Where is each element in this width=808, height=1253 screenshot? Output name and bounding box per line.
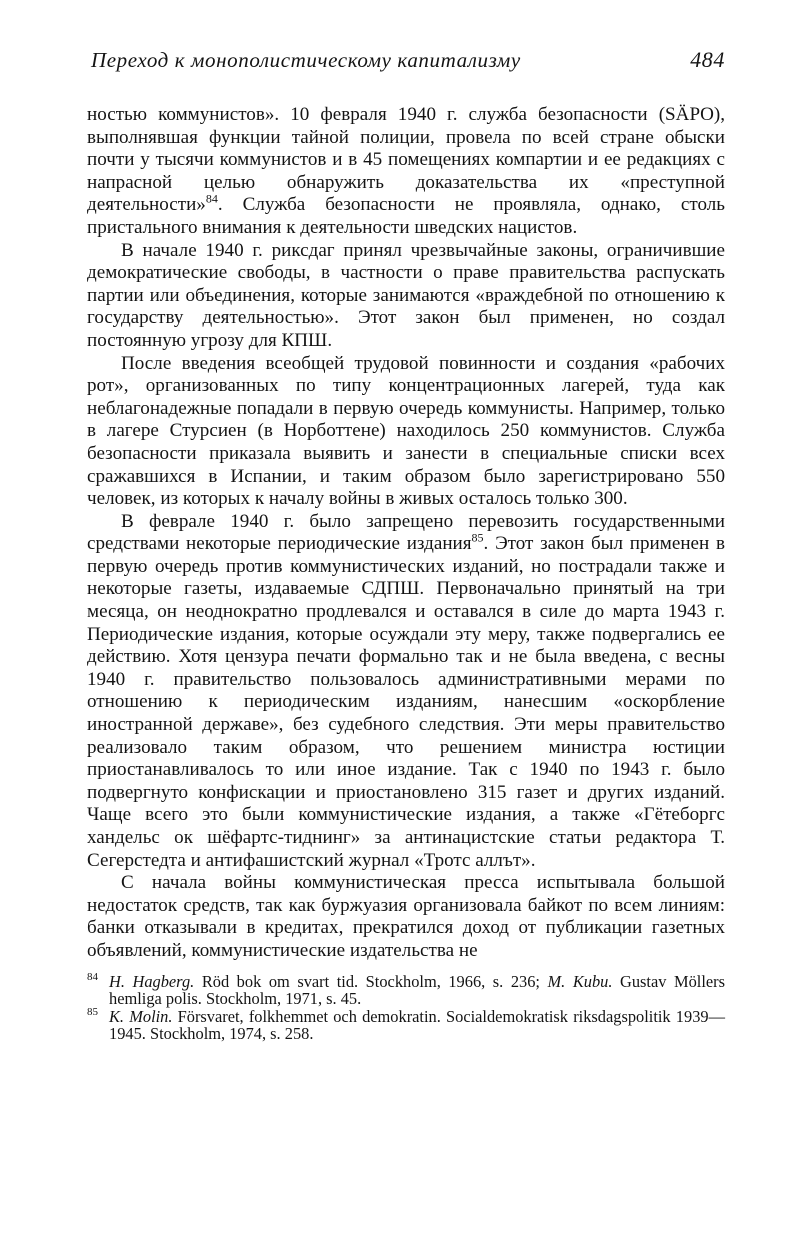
footnote-author: H. Hagberg. (109, 971, 195, 991)
footnote-84: 84 H. Hagberg. Röd bok om svart tid. Stockholm, 1966, s. 236; M. Kubu. Gustav Möllers hemliga polis. Stockholm, 1971, s. 45. (87, 971, 725, 1009)
paragraph-2: В начале 1940 г. риксдаг принял чрезвычайные законы, ограничившие демократические свободы, в частности о праве правительства распускать партии или объединения, которые занимаются «враждебной по отношению к государству деятельностью». Этот закон был применен, но создал постоянную угрозу для КПШ. (87, 239, 725, 351)
running-title: Переход к монополистическому капитализму (91, 48, 521, 72)
footnotes (87, 973, 725, 1043)
footnote-text: Försvaret, folkhemmet och demokratin. Socialdemokratisk riksdagspolitik 1939—1945. Stockholm, 1974, s. 258. (109, 1006, 725, 1044)
footnote-text: Röd bok om svart tid. Stockholm, 1966, s. 236; (201, 971, 540, 991)
running-header (87, 40, 725, 80)
paragraph-1-text: ностью коммунистов». 10 февраля 1940 г. служба безопасности (SÄPO), выполнявшая функции тайной полиции, провела по всей стране обыски почти у тысячи коммунистов и в 45 помещениях компартии и ее редакциях с напрасной целью обнаружить доказательства их «преступной деятельности» (87, 104, 725, 216)
paragraph-4-text: В феврале 1940 г. было запрещено перевозить государственными средствами некоторые периодические издания (87, 510, 725, 555)
book-page (87, 40, 725, 1043)
footnote-author: K. Molin. (109, 1006, 173, 1026)
page-number: 484 (690, 47, 725, 72)
footnote-85: 85 K. Molin. Försvaret, folkhemmet och demokratin. Socialdemokratisk riksdagspolitik 1939—1945. Stockholm, 1974, s. 258. (87, 1006, 725, 1044)
footnote-ref-84: 84 (205, 192, 218, 207)
footnote-ref-85: 85 (471, 530, 484, 545)
paragraph-5: С начала войны коммунистическая пресса испытывала большой недостаток средств, так как буржуазия организовала байкот по всем линиям: банки отказывали в кредитах, прекратился доход от публикации газетных объявлений, коммунистические издательства не (87, 872, 725, 961)
paragraph-4-text-end: . Этот закон был применен в первую очередь против коммунистических изданий, но пострадали также и некоторые газеты, издаваемые СДПШ. Первоначально принятый на три месяца, он неоднократно продлевался и оставался в силе до марта 1943 г. Периодические издания, которые осуждали эту меру, также подвергались ее действию. Хотя цензура печати формально так и не была введена, с весны 1940 г. правительство пользовалось административными мерами по отношению к периодическим изданиям, нанесшим «оскорбление иностранной державе», без судебного следствия. Эти меры правительство реализовало таким образом, что решением министра юстиции приостанавливалось то или иное издание. Так с 1940 по 1943 г. было подвергнуто конфискации и приостановлено 315 газет и других изданий. Чаще всего это были коммунистические издания, а также «Гётеборгс хандельс ок шёфартс-тиднинг» за антинацистские статьи редактора Т. Сегерстедта и антифашистский журнал «Тротс аллът». (87, 533, 725, 871)
paragraph-3: После введения всеобщей трудовой повинности и создания «рабочих рот», организованных по типу концентрационных лагерей, туда как неблагонадежные попадали в первую очередь коммунисты. Например, только в лагере Стурсиен (в Норботтене) находилось 250 коммунистов. Служба безопасности приказала выявить и занести в специальные списки всех сражавшихся в Испании, и таким образом было зарегистрировано 550 человек, из которых к началу войны в живых осталось только 300. (87, 352, 725, 510)
paragraph-1-text-end: . Служба безопасности не проявляла, однако, столь пристального внимания к деятельности шведских нацистов. (87, 194, 725, 238)
footnote-author: M. Kubu. (547, 971, 613, 991)
paragraph-1 (87, 104, 725, 240)
footnote-text: Gustav Möllers hemliga polis. Stockholm, 1971, s. 45. (109, 971, 725, 1009)
main-text (87, 104, 725, 963)
paragraph-4 (87, 511, 725, 873)
